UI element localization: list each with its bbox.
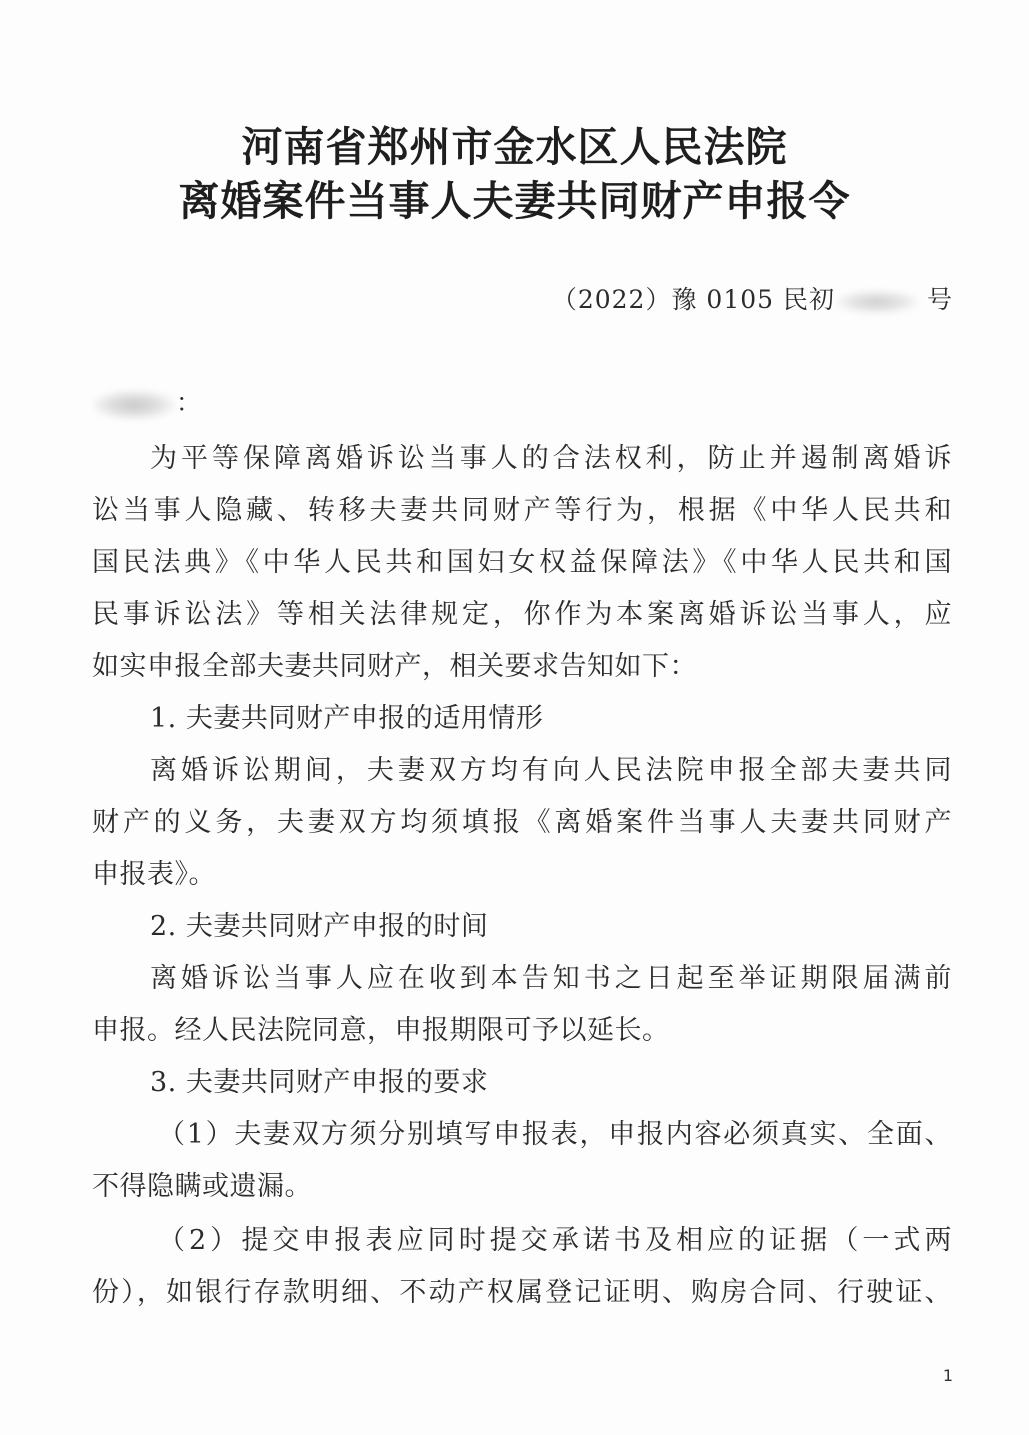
court-name-title: 河南省郑州市金水区人民法院 <box>241 123 788 171</box>
case-number-prefix: （2022）豫 0105 民初 <box>551 285 835 314</box>
section-heading-3: 3. 夫妻共同财产申报的要求 <box>150 1067 489 1098</box>
body-line: 离婚诉讼当事人应在收到本告知书之日起至举证期限届满前 <box>150 963 952 994</box>
body-line: 讼当事人隐藏、转移夫妻共同财产等行为，根据《中华人民共和 <box>92 495 952 526</box>
redacted-case-number <box>835 290 919 314</box>
redacted-addressee-name <box>92 390 176 420</box>
body-line: 如实申报全部夫妻共同财产，相关要求告知如下： <box>92 651 697 682</box>
body-line: 申报表》。 <box>92 859 216 890</box>
section-heading-1: 1. 夫妻共同财产申报的适用情形 <box>150 703 544 734</box>
body-line: （2）提交申报表应同时提交承诺书及相应的证据（一式两 <box>158 1225 952 1256</box>
body-line: （1）夫妻双方须分别填写申报表，申报内容必须真实、全面、 <box>158 1119 952 1150</box>
body-line: 申报。经人民法院同意，申报期限可予以延长。 <box>92 1015 670 1046</box>
body-line: 离婚诉讼期间，夫妻双方均有向人民法院申报全部夫妻共同 <box>150 755 952 786</box>
addressee-colon: ： <box>176 388 202 417</box>
section-heading-2: 2. 夫妻共同财产申报的时间 <box>150 911 489 942</box>
body-line: 不得隐瞒或遗漏。 <box>92 1171 312 1202</box>
case-number-suffix: 号 <box>926 285 953 314</box>
document-title: 离婚案件当事人夫妻共同财产申报令 <box>178 177 851 225</box>
body-line: 为平等保障离婚诉讼当事人的合法权利，防止并遏制离婚诉 <box>150 443 952 474</box>
body-line: 国民法典》《中华人民共和国妇女权益保障法》《中华人民共和国 <box>92 547 952 578</box>
case-number <box>552 280 953 316</box>
body-line: 财产的义务，夫妻双方均须填报《离婚案件当事人夫妻共同财产 <box>92 807 952 838</box>
body-line: 份），如银行存款明细、不动产权属登记证明、购房合同、行驶证、 <box>92 1277 952 1308</box>
page-number: 1 <box>942 1366 953 1385</box>
body-line: 民事诉讼法》等相关法律规定，你作为本案离婚诉讼当事人，应 <box>92 599 952 630</box>
addressee <box>92 383 201 420</box>
